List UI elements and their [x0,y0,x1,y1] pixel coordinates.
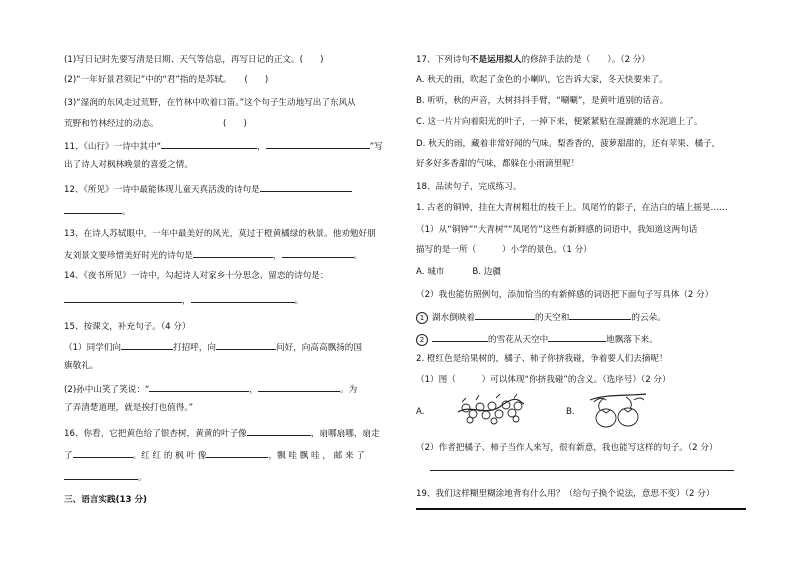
answer-blank[interactable] [260,182,352,192]
answer-blank[interactable] [475,310,535,320]
period: 。 [138,473,147,483]
answer-blank[interactable] [247,426,311,436]
answer-blank[interactable] [258,382,340,392]
q16-text: 16、你看，它把黄色给了银杏树，黄黄的叶子像 [64,429,247,439]
passage-2-q2: （2）作者把橘子、柿子当作人来写，很有新意，我也能写这样的句子。（2 分） [416,443,718,453]
judge-item-1: (1)写日记时先要写清是日期、天气等信息，再写日记的正文。( ) [64,55,324,65]
question-16-line2 [64,448,365,462]
passage-1-q1-line2: 描写的是一所（ ）小学的景色。（1 分） [416,245,592,255]
question-15-1-line2: 旗敬礼。 [64,361,99,371]
answer-blank[interactable] [432,332,488,342]
answer-blank[interactable] [548,332,606,342]
period: 。 [353,251,363,261]
question-16-line1 [64,426,380,440]
judge-item-3-line2: 荒野和竹林经过的动态。 ( ) [64,119,247,129]
picture-label-b: B. [566,407,575,417]
q16-text-3: 了 [64,451,73,461]
judge-item-2: (2)“一年好景君须记”中的“君”指的是苏轼。 ( ) [64,75,269,85]
passage-2-q1: （1）图（ ）可以体现“你挤我碰”的含义。（选序号）（2 分） [416,375,671,385]
question-12-text: 12、《所见》一诗中最能体现儿童天真活泼的诗句是 [64,185,260,195]
q17-option-b: B. 听听，秋的声音，大树抖抖手臂，“唰唰”，是黄叶道别的话音。 [416,96,669,106]
q16-text-5: ，飘 哇 飘 哇 ， 邮 来 了 [268,451,365,461]
answer-blank[interactable] [569,310,631,320]
question-11-text: 11、《山行》一诗中其中“ [64,142,162,152]
passage-1-q1-line1: （1）从“铜钟”“大青树”“凤尾竹”这些有新鲜感的词语中，我知道这两句话 [416,225,698,235]
option-a: A. 城市 [416,267,445,277]
question-13-line1: 13、在诗人苏轼眼中，一年中最美好的风光，莫过于橙黄橘绿的秋景。他劝勉好朋 [64,229,376,239]
option-b: B. 边疆 [472,267,501,277]
passage-1-options [416,266,501,278]
q16-text-4: 。红 红 的 枫 叶 像 [132,451,207,461]
answer-blank[interactable] [64,293,182,303]
answer-blank[interactable] [64,204,122,214]
answer-blank[interactable] [266,139,370,149]
s1-text: 湖水倒映着 [432,313,475,323]
q15-2-tail: 。为 [340,385,358,395]
q17-option-a: A. 秋天的雨，吹起了金色的小喇叭，它告诉大家，冬天快要来了。 [416,75,668,85]
s2-text-2: 地飘落下来。 [606,335,658,345]
q17-emphasis: 不是运用拟人 [469,55,522,65]
period: 。 [294,296,304,306]
question-14-line2 [64,293,303,307]
q15-1-text-2: 打招呼，向 [173,343,217,353]
question-15-2-line1 [64,382,357,396]
question-11-line2: 出了诗人对枫林晚景的喜爱之情。 [64,160,193,170]
passage-1-q2: （2）我也能仿照例句，添加恰当的有新鲜感的词语把下面句子写具体（2 分） [416,290,714,300]
question-11-tail: ”写 [369,142,383,152]
q17-text: 17、下列诗句 [416,55,470,65]
answer-blank[interactable] [216,340,276,350]
question-15-1-line1 [64,340,362,354]
fruit-branch-illustration-a [456,392,526,432]
comma: ， [249,385,258,395]
q15-1-text: （1）同学们向 [64,343,122,353]
question-16-line3 [64,470,147,484]
q17-text-end: 的修辞手法的是（ ）。（2 分） [521,55,650,65]
imitate-sentence-2 [416,332,658,346]
comma: ， [182,296,191,306]
s1-text-3: 的云朵。 [631,313,666,323]
answer-blank[interactable] [282,248,354,258]
q15-2-text: (2)孙中山笑了笑说：“ [64,385,150,395]
passage-1: 1. 古老的铜钟，挂在大青树粗壮的枝干上。凤尾竹的影子，在洁白的墙上摇晃…… [416,203,728,213]
question-13-line2 [64,248,362,262]
circled-number-2: 2 [416,334,428,346]
q17-option-d-line2: 好多好多香甜的气味，都躲在小雨滴里呢！ [416,159,580,169]
period: 。 [122,207,131,217]
circled-number-1: 1 [416,312,428,324]
s1-text-2: 的天空和 [534,313,570,323]
judge-item-3-line1: (3)“湿润的东风走过荒野，在竹林中吹着口笛。”这个句子生动地写出了东风从 [64,98,356,108]
q17-option-c: C. 这一片片向着阳光的叶子，一掉下来，便紧紧贴在湿漉漉的水泥道上了。 [416,117,703,127]
fruit-branch-illustration-b [586,390,650,434]
question-19: 19、我们这样糊里糊涂地背有什么用？（给句子换个说法，意思不变）（2 分） [416,489,715,499]
question-11-line1 [64,139,383,153]
answer-blank[interactable] [121,340,173,350]
picture-label-a: A. [416,407,425,417]
answer-blank[interactable] [191,293,295,303]
question-17 [416,54,650,66]
answer-blank[interactable] [193,248,273,258]
question-12-line2 [64,204,131,218]
imitate-sentence-1 [416,310,666,324]
q17-option-d-line1: D. 秋天的雨，藏着非常好闻的气味。梨香香的，菠萝甜甜的，还有苹果、橘子， [416,139,721,149]
passage-2: 2. 橙红色是给果树的，橘子、柿子你挤我碰，争着要人们去摘呢！ [416,354,668,364]
answer-blank[interactable] [206,448,268,458]
comma: ， [272,251,282,261]
q16-text-2: ，扇哪扇哪，扇走 [310,429,380,439]
answer-blank[interactable] [161,139,257,149]
section-3-heading: 三、语言实践(13 分) [64,495,147,505]
bottom-rule [416,508,746,510]
question-12-line1 [64,182,352,196]
answer-blank[interactable] [73,448,133,458]
question-13-text: 友刘景文要珍惜美好时光的诗句是 [64,251,193,261]
s2-text: 的雪花从天空中 [488,335,549,345]
question-14-line1: 14、《夜书所见》一诗中，勾起诗人对家乡十分思念、留恋的诗句是： [64,271,329,281]
comma: ， [257,142,266,152]
question-15-title: 15、按课文，补充句子。（4 分） [64,322,191,332]
q15-1-text-3: 问好，向高高飘扬的国 [276,343,362,353]
answer-blank[interactable] [64,470,138,480]
answer-blank[interactable] [149,382,249,392]
question-15-2-line2: 了弄清楚道理，就是挨打也值得。” [64,403,194,413]
question-18: 18、品读句子，完成练习。 [416,182,522,192]
answer-line[interactable] [430,470,734,471]
